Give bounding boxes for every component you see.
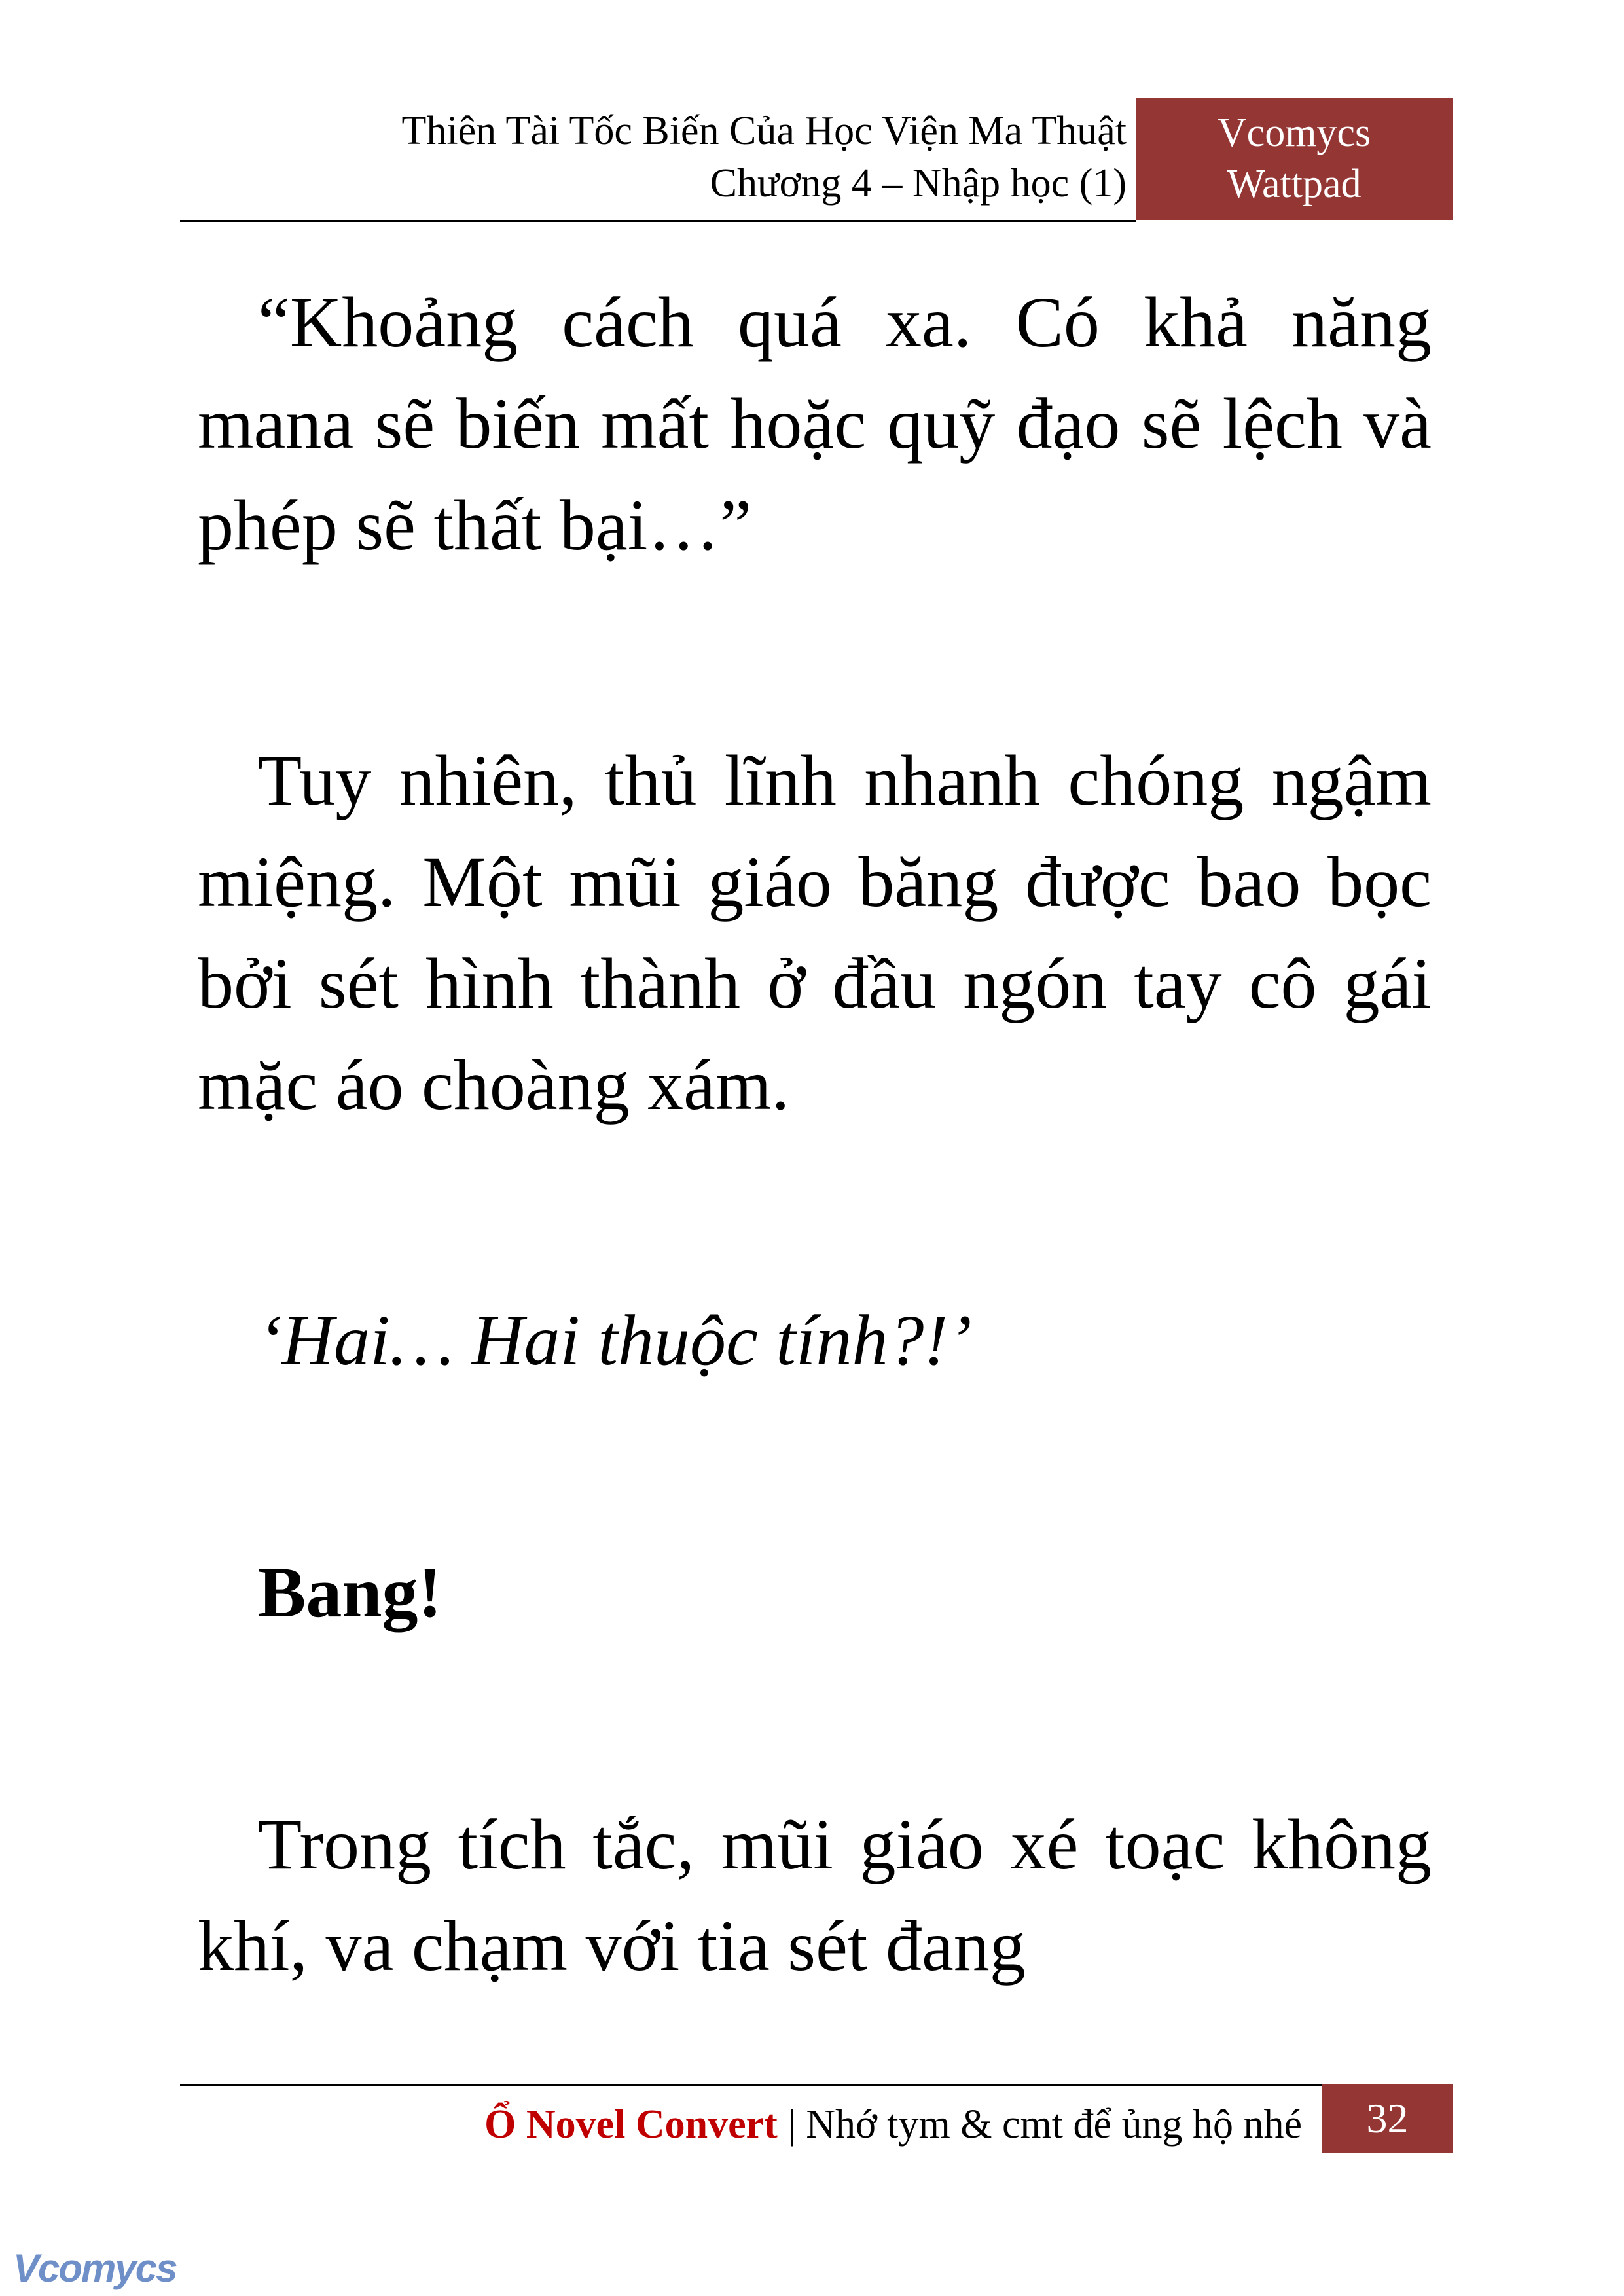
footer-note: Nhớ tym & cmt để ủng hộ nhé <box>806 2102 1302 2147</box>
paragraph-1: “Khoảng cách quá xa. Có khả năng mana sẽ biến mất hoặc quỹ đạo sẽ lệch và phép sẽ thất bại…” <box>198 282 1432 565</box>
header-divider <box>180 220 1136 222</box>
paragraph-5: Trong tích tắc, mũi giáo xé toạc không khí, va chạm với tia sét đang <box>198 1804 1432 1986</box>
page-number: 32 <box>1322 2084 1453 2153</box>
paragraph-2: Tuy nhiên, thủ lĩnh nhanh chóng ngậm miệng. Một mũi giáo băng được bao bọc bởi sét hình thành ở đầu ngón tay cô gái mặc áo choàng xám. <box>198 740 1432 1125</box>
book-title: Thiên Tài Tốc Biến Của Học Viện Ma Thuật <box>401 109 1127 153</box>
badge-line-2: Wattpad <box>1227 162 1362 206</box>
running-footer <box>484 2098 1302 2151</box>
paragraph-3-thought: ‘Hai… Hai thuộc tính?!’ <box>258 1300 972 1380</box>
footer-brand: Ổ Novel Convert <box>484 2102 778 2147</box>
footer-separator: | <box>777 2102 806 2147</box>
header-badge <box>1136 98 1453 220</box>
paragraph-4-sound: Bang! <box>258 1552 442 1632</box>
chapter-title: Chương 4 – Nhập học (1) <box>710 161 1127 206</box>
watermark-logo: Vcomycs <box>13 2246 177 2290</box>
footer-divider <box>180 2084 1322 2086</box>
running-header <box>402 105 1127 210</box>
badge-line-1: Vcomycs <box>1217 111 1371 155</box>
